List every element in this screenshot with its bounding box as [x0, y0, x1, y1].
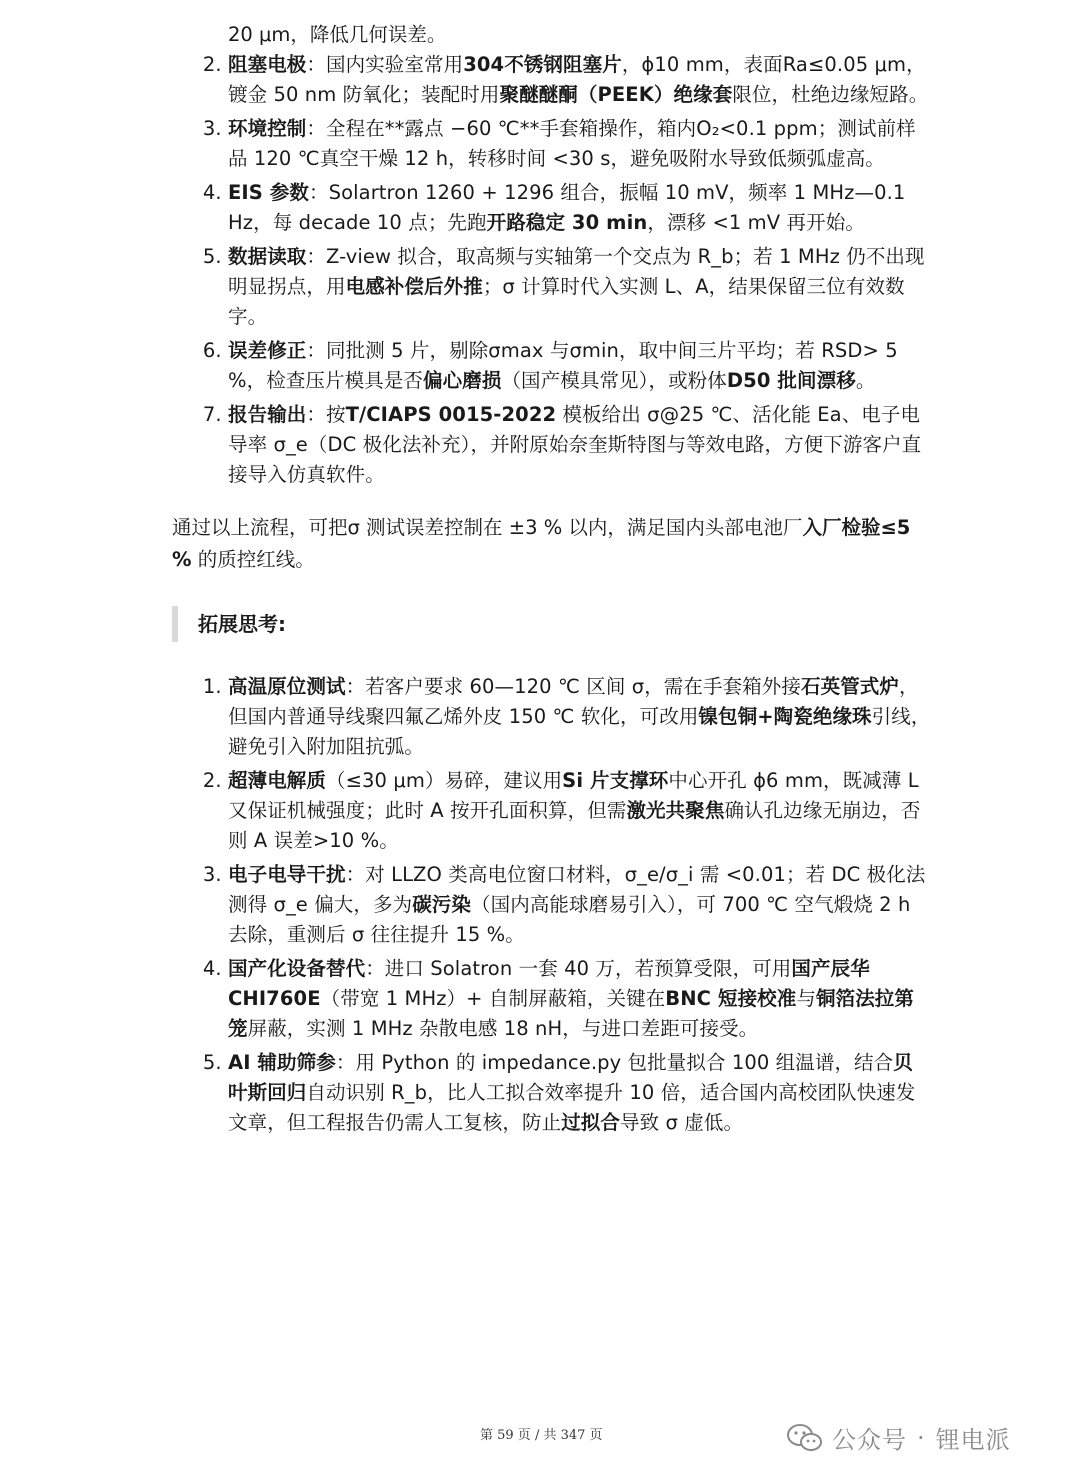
list-item — [228, 860, 932, 950]
text-run: ：用 Python 的 impedance.py 包批量拟合 100 组温谱，结合 — [335, 1051, 894, 1074]
bold-text: 碳污染 — [412, 893, 472, 916]
text-run: （≤30 μm）易碎，建议用 — [326, 769, 563, 792]
bold-text: 报告输出 — [228, 403, 307, 426]
bold-text: BNC 短接校准 — [665, 987, 797, 1010]
text-run: ：同批测 5 片，剔除σmax 与σmin，取中间三片平均；若 RSD> 5 %，检查压片模具是否 — [228, 339, 898, 392]
list-item — [228, 114, 932, 174]
text-run: 导致 σ 虚低。 — [620, 1111, 744, 1134]
list-item — [228, 400, 932, 490]
bold-text: 数据读取 — [228, 245, 307, 268]
list-item — [228, 242, 932, 332]
text-run: ：按 — [306, 403, 346, 426]
list-item — [228, 178, 932, 238]
bold-text: 超薄电解质 — [228, 769, 327, 792]
text-run: 自动识别 R_b，比人工拟合效率提升 10 倍，适合国内高校团队快速发文章，但工程报告仍需人工复核，防止 — [228, 1081, 916, 1134]
watermark — [786, 1420, 1011, 1455]
watermark-name: 锂电派 — [935, 1426, 1011, 1454]
list-item — [228, 1048, 932, 1138]
bold-text: EIS 参数 — [228, 181, 310, 204]
bold-text: Si 片支撑环 — [562, 769, 669, 792]
text-run: ：若客户要求 60—120 ℃ 区间 σ，需在手套箱外接 — [345, 675, 801, 698]
bold-text: 环境控制 — [228, 117, 307, 140]
extension-list — [172, 672, 932, 1138]
text-run: 与 — [796, 987, 816, 1010]
bold-text: T/CIAPS 0015-2022 — [345, 403, 557, 426]
watermark-label: 公众号 — [832, 1426, 907, 1454]
text-run: 。 — [855, 369, 876, 392]
text-run: ，漂移 <1 mV 再开始。 — [647, 211, 865, 234]
bold-text: 激光共聚焦 — [626, 799, 725, 822]
list-item — [228, 672, 932, 762]
bold-text: 阻塞电极 — [228, 53, 307, 76]
text-run: ；σ 计算时代入实测 L、A，结果保留三位有效数字。 — [228, 275, 905, 328]
text-run: （带宽 1 MHz）+ 自制屏蔽箱，关键在 — [320, 987, 666, 1010]
bold-text: 石英管式炉 — [801, 675, 900, 698]
bold-text: 贝叶斯回归 — [228, 1051, 913, 1104]
bold-text: 偏心磨损 — [423, 369, 502, 392]
text-run: 通过以上流程，可把σ 测试误差控制在 ±3 % 以内，满足国内头部电池厂 — [172, 516, 803, 539]
text-run: ：全程在**露点 −60 ℃**手套箱操作，箱内O₂<0.1 ppm；测试前样品 120 ℃真空干燥 12 h，转移时间 <30 s，避免吸附水导致低频弧虚高。 — [228, 117, 916, 170]
bold-text: 电感补偿后外推 — [345, 275, 483, 298]
document-body — [172, 20, 932, 1142]
text-run: ，但国内普通导线聚四氟乙烯外皮 150 ℃ 软化，可改用 — [228, 675, 919, 728]
page-number: 第 59 页 / 共 347 页 — [480, 1428, 603, 1443]
text-run: 屏蔽，实测 1 MHz 杂散电感 18 nH，与进口差距可接受。 — [247, 1017, 759, 1040]
watermark-separator: · — [917, 1423, 926, 1452]
bold-text: 聚醚醚酮（PEEK）绝缘套 — [499, 83, 733, 106]
page-footer — [0, 1420, 1080, 1454]
list-item — [228, 336, 932, 396]
bold-text: 高温原位测试 — [228, 675, 346, 698]
text-run: 限位，杜绝边缘短路。 — [732, 83, 929, 106]
text-run: 模板给出 σ@25 ℃、活化能 Ea、电子电导率 σ_e（DC 极化法补充），并附原始奈奎斯特图与等效电路，方便下游客户直接导入仿真软件。 — [228, 403, 922, 486]
wechat-icon — [786, 1423, 824, 1453]
text-run: ：Solartron 1260 + 1296 组合，振幅 10 mV，频率 1 MHz—0.1 Hz，每 decade 10 点；先跑 — [228, 181, 906, 234]
list-item — [228, 50, 932, 110]
bold-text: 镍包铜+陶瓷绝缘珠 — [698, 705, 872, 728]
list-item — [228, 766, 932, 856]
bold-text: 铜箔法拉第笼 — [228, 987, 915, 1040]
bold-text: 国产辰华 CHI760E — [228, 957, 870, 1010]
text-run: 中心开孔 ϕ6 mm，既减薄 L 又保证机械强度；此时 A 按开孔面积算，但需 — [228, 769, 919, 822]
list-item — [228, 954, 932, 1044]
bold-text: AI 辅助筛参 — [228, 1051, 336, 1074]
text-run: （国内高能球磨易引入），可 700 ℃ 空气煅烧 2 h 去除，重测后 σ 往往提升 15 %。 — [228, 893, 911, 946]
text-run: ，ϕ10 mm，表面Ra≤0.05 μm，镀金 50 nm 防氧化；装配时用 — [228, 53, 926, 106]
text-run: （国产模具常见），或粉体 — [501, 369, 727, 392]
bold-text: 304不锈钢阻塞片 — [463, 53, 622, 76]
section-heading: 拓展思考: — [172, 606, 932, 642]
bold-text: 入厂检验≤5 % — [172, 516, 911, 571]
summary-paragraph — [172, 512, 932, 576]
bold-text: 开路稳定 30 min — [486, 211, 648, 234]
bold-text: 电子电导干扰 — [228, 863, 346, 886]
bold-text: 过拟合 — [561, 1111, 621, 1134]
list-item-continuation: 20 μm，降低几何误差。 — [228, 23, 447, 46]
text-run: ：进口 Solatron 一套 40 万，若预算受限，可用 — [365, 957, 792, 980]
text-run: 的质控红线。 — [191, 548, 315, 571]
text-run: ：国内实验室常用 — [306, 53, 464, 76]
text-run: 确认孔边缘无崩边，否则 A 误差>10 %。 — [228, 799, 921, 852]
text-run: ：对 LLZO 类高电位窗口材料，σ_e/σ_i 需 <0.01；若 DC 极化法测得 σ_e 偏大，多为 — [228, 863, 926, 916]
bold-text: 误差修正 — [228, 339, 307, 362]
text-run: ：Z-view 拟合，取高频与实轴第一个交点为 R_b；若 1 MHz 仍不出现明显拐点，用 — [228, 245, 925, 298]
text-run: 引线，避免引入附加阻抗弧。 — [228, 705, 931, 758]
bold-text: 国产化设备替代 — [228, 957, 366, 980]
bold-text: D50 批间漂移 — [726, 369, 856, 392]
procedure-list — [172, 50, 932, 490]
